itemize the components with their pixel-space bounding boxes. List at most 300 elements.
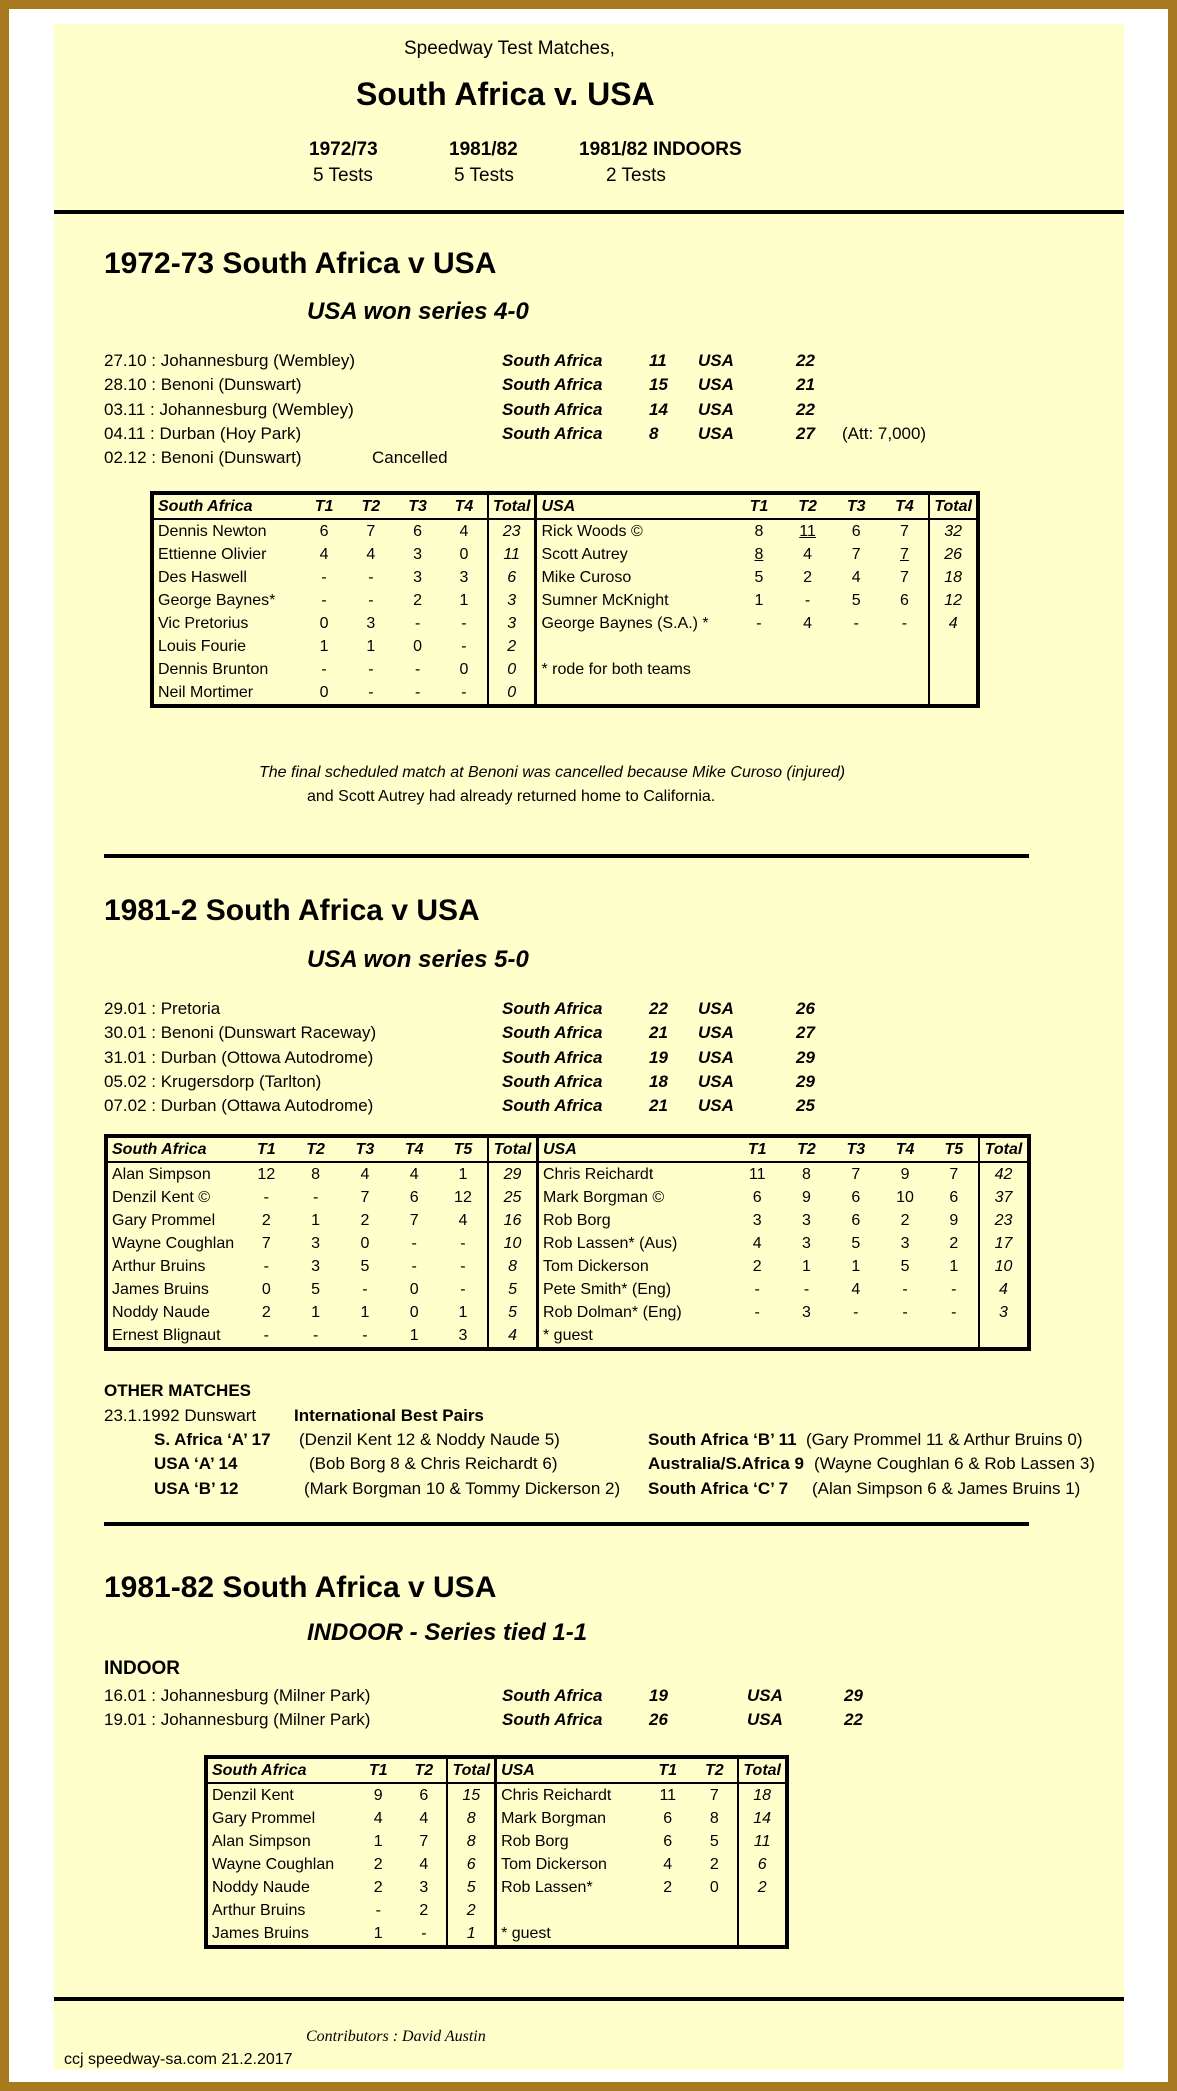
usa-test-points: 3 [802,1234,811,1252]
sa-test-points: 3 [458,1326,468,1344]
table-row [152,658,978,681]
fixture-home-team: South Africa [502,1071,603,1091]
usa-test-points: 3 [752,1211,762,1229]
sa-test-points: 3 [366,614,376,632]
sa-test-points: 0 [409,1303,419,1321]
fixture-date-venue: 04.11 : Durban (Hoy Park) [104,423,302,443]
sa-test-points: - [368,683,374,701]
sa-test-points: 5 [360,1257,370,1275]
fixture-home-score: 18 [649,1071,668,1091]
sa-test-points: - [312,1326,319,1344]
underlined-points: 7 [899,545,909,563]
sa-test-points: - [368,591,374,609]
usa-test-points: 7 [709,1786,719,1804]
usa-test-points [644,1899,691,1922]
sa-rider-total: 4 [488,1324,537,1349]
season-2-tests: 5 Tests [454,165,514,186]
sa-rider-name: Ernest Blignaut [112,1326,221,1344]
sa-test-points: 1 [409,1326,419,1344]
sa-rider-total: 3 [488,589,536,612]
sa-test-points: - [312,1188,319,1206]
sa-test-points: 2 [261,1211,271,1229]
usa-test-points: 9 [900,1165,910,1183]
sa-rider-name: Wayne Coughlan [112,1234,235,1252]
usa-test-points: 3 [900,1234,910,1252]
sa-test-points: 0 [413,637,423,655]
sa-rider-name: Louis Fourie [158,637,247,655]
fixture-away-team: USA [698,423,734,443]
usa-rider-name: * guest [543,1326,593,1344]
fixture-home-score: 14 [649,399,668,419]
usa-rider-name: Rob Lassen* (Aus) [543,1234,678,1252]
section-indoor-title: 1981-82 South Africa v USA [104,1571,497,1604]
usa-rider-name: Rob Lassen* [501,1878,593,1896]
sa-test-points: - [362,1280,368,1298]
fixture-home-score: 22 [649,999,668,1018]
usa-test-points: - [901,614,908,632]
sa-test-points: 2 [413,591,423,609]
usa-rider-total: 32 [929,519,978,543]
fixture-home-team: South Africa [502,375,603,395]
pairs-team-left: USA ‘A’ 14 [154,1454,238,1474]
usa-rider-name [536,681,735,706]
test-header: T4 [390,1136,439,1162]
sa-rider-name: George Baynes* [158,591,276,609]
fixture-away-team: USA [747,1710,783,1730]
fixture-away-score: 26 [796,999,815,1018]
fixture-home-team: South Africa [502,1710,603,1730]
test-header: T5 [439,1136,488,1162]
usa-rider-name: * guest [501,1924,551,1942]
sa-test-points: 0 [360,1234,370,1252]
test-header: T4 [441,493,488,519]
usa-test-points: 4 [803,614,813,632]
usa-rider-name: Rob Borg [543,1211,611,1229]
fixture-home-score: 15 [649,375,668,395]
sa-test-points: - [263,1326,269,1344]
table-row [152,566,978,589]
fixture-home-team: South Africa [502,1686,603,1705]
pairs-team-left: S. Africa ‘A’ 17 [154,1430,271,1449]
series-title: Speedway Test Matches, [404,38,615,59]
usa-test-points: 5 [900,1257,910,1275]
usa-test-points: - [803,1280,810,1298]
sa-test-points: - [414,614,421,632]
usa-rider-name: George Baynes (S.A.) * [541,614,709,632]
usa-test-points: 6 [851,522,861,540]
sa-rider-total: 6 [488,566,536,589]
fixture-date-venue: 29.01 : Pretoria [104,999,221,1018]
sa-test-points: 0 [459,660,469,678]
other-matches-heading: OTHER MATCHES [104,1381,252,1400]
test-header: T4 [881,493,930,519]
sa-test-points: 1 [459,591,469,609]
usa-test-points [881,543,930,566]
sa-test-points: 3 [459,568,469,586]
fixture-date-venue: 27.10 : Johannesburg (Wembley) [104,351,356,370]
usa-rider-total: 14 [738,1807,787,1830]
sa-rider-total: 15 [447,1783,495,1807]
fixture-date-venue: 05.02 : Krugersdorp (Tarlton) [104,1071,322,1091]
sa-test-points: 4 [419,1809,429,1827]
usa-rider-total: 12 [929,589,978,612]
table-row [106,1278,1029,1301]
fixture-home-team: South Africa [502,351,603,370]
sa-test-points: 2 [261,1303,271,1321]
usa-rider-name: Sumner McKnight [541,591,669,609]
table-row [106,1186,1029,1209]
sa-rider-total: 16 [488,1209,537,1232]
sa-rider-name: Ettienne Olivier [158,545,267,563]
sa-test-points: 7 [409,1211,419,1229]
usa-test-points: - [951,1303,957,1321]
sa-test-points: 4 [459,522,469,540]
usa-test-points [783,681,832,706]
pairs-detail-left: (Denzil Kent 12 & Noddy Naude 5) [299,1430,560,1449]
sa-test-points: 3 [413,568,423,586]
usa-test-points: 6 [752,1188,762,1206]
usa-rider-total: 17 [979,1232,1029,1255]
sa-rider-name: Noddy Naude [112,1303,210,1321]
usa-rider-total: 42 [979,1162,1029,1186]
usa-test-points: 11 [659,1786,677,1804]
sa-test-points: 3 [311,1234,321,1252]
usa-rider-name: Chris Reichardt [501,1786,612,1804]
usa-test-points: 2 [900,1211,910,1229]
sa-test-points: 1 [360,1303,370,1321]
sa-test-points: 1 [319,637,329,655]
fixture-home-team: South Africa [502,999,603,1018]
usa-test-points: 6 [899,591,909,609]
sa-rider-total: 6 [447,1853,495,1876]
sa-test-points: 0 [319,614,329,632]
usa-rider-total: 18 [738,1783,787,1807]
usa-test-points: 7 [949,1165,959,1183]
table-row [106,1301,1029,1324]
fixture-away-team: USA [698,375,734,395]
sa-rider-total: 1 [447,1922,495,1947]
section-1972-score-table [150,491,980,708]
sa-rider-total: 5 [447,1876,495,1899]
usa-test-points: - [853,1303,859,1321]
sa-test-points: - [414,683,421,701]
site-credit: ccj speedway-sa.com 21.2.2017 [64,2051,293,2068]
usa-rider-name [496,1899,645,1922]
usa-test-points: 5 [709,1832,719,1850]
sa-test-points: 4 [366,545,376,563]
usa-test-points: 4 [803,545,813,563]
fixture-home-team: South Africa [502,399,603,419]
usa-rider-total [979,1324,1029,1349]
usa-rider-total [929,681,978,706]
usa-test-points: 7 [851,545,861,563]
usa-rider-name: * rode for both teams [541,660,691,678]
table-row [106,1209,1029,1232]
sa-test-points: - [375,1901,381,1919]
usa-test-points: 4 [663,1855,673,1873]
sa-test-points: 7 [360,1188,370,1206]
section-indoor-result: INDOOR - Series tied 1-1 [307,1619,588,1646]
pairs-team-right: South Africa ‘B’ 11 [648,1430,797,1449]
usa-test-points: - [804,591,811,609]
usa-test-points [691,1899,738,1922]
sa-test-points: 6 [319,522,329,540]
sa-test-points: 2 [373,1855,383,1873]
total-header: Total [738,1757,787,1783]
test-header: T4 [880,1136,929,1162]
sa-test-points: 0 [459,545,469,563]
table-row [152,519,978,543]
sa-rider-name: Neil Mortimer [158,683,254,701]
sa-test-points: 9 [373,1786,383,1804]
sa-rider-name: Dennis Newton [158,522,267,540]
test-header: T1 [644,1757,691,1783]
fixture-home-score: 26 [649,1710,668,1730]
table-header-row [206,1757,787,1783]
fixture-date-venue: 28.10 : Benoni (Dunswart) [104,375,302,395]
usa-test-points [735,543,784,566]
total-header: Total [447,1757,495,1783]
section-1972-note-line-1: The final scheduled match at Benoni was cancelled because Mike Curoso (injured) [259,764,846,781]
sa-rider-total: 3 [488,612,536,635]
section-1981-score-table [104,1134,1031,1351]
sa-test-points: - [321,568,327,586]
fixture-date-venue: 03.11 : Johannesburg (Wembley) [104,399,354,419]
usa-rider-total: 23 [979,1209,1029,1232]
usa-test-points: 1 [754,591,764,609]
pairs-detail-right: (Alan Simpson 6 & James Bruins 1) [812,1478,1081,1498]
usa-test-points: 3 [802,1303,811,1321]
usa-test-points: 2 [752,1257,762,1275]
usa-test-points: - [902,1280,908,1298]
usa-test-points: 7 [899,522,909,540]
sa-rider-name: Denzil Kent [212,1786,294,1804]
usa-test-points [783,519,832,543]
table-row [206,1830,787,1853]
sa-team-header: South Africa [152,493,301,519]
other-matches-date-venue: 23.1.1992 Dunswart [104,1406,257,1425]
sa-test-points: - [460,1257,466,1275]
sa-rider-name: Dennis Brunton [158,660,269,678]
usa-rider-total: 3 [979,1301,1029,1324]
sa-test-points: 1 [458,1303,468,1321]
usa-rider-total: 11 [738,1830,787,1853]
sa-team-header: South Africa [206,1757,355,1783]
sa-test-points: - [263,1188,269,1206]
usa-test-points: 6 [851,1211,861,1229]
sa-test-points: 3 [413,545,423,563]
fixture-away-team: USA [698,351,734,370]
sa-test-points: 3 [311,1257,321,1275]
sa-test-points: 6 [409,1188,419,1206]
sa-rider-total: 2 [447,1899,495,1922]
sa-test-points: 4 [360,1165,370,1183]
pairs-detail-right: (Gary Prommel 11 & Arthur Bruins 0) [806,1430,1083,1449]
footer-divider [54,1997,1124,2001]
fixture-away-team: USA [698,1096,734,1116]
sa-rider-name: James Bruins [112,1280,209,1298]
fixture-home-score: 8 [649,423,659,443]
sa-rider-name: Wayne Coughlan [212,1855,335,1873]
usa-test-points: 3 [802,1211,811,1229]
pairs-detail-left: (Bob Borg 8 & Chris Reichardt 6) [309,1454,558,1474]
usa-test-points: 4 [752,1234,762,1252]
table-row [206,1807,787,1830]
test-header: T1 [733,1136,782,1162]
usa-test-points: 7 [899,568,909,586]
usa-test-points: 2 [663,1878,673,1896]
fixture-away-score: 22 [844,1710,863,1730]
sa-test-points: - [460,1280,466,1298]
sa-test-points: 1 [458,1165,468,1183]
section-indoor-score-table [204,1755,789,1949]
table-row [106,1232,1029,1255]
sa-test-points: 7 [366,522,376,540]
sa-rider-name: Des Haswell [158,568,247,586]
sa-test-points: - [421,1924,427,1942]
fixture-note: (Att: 7,000) [842,423,927,443]
underlined-points: 11 [799,522,816,540]
sa-rider-name: James Bruins [212,1924,309,1942]
usa-test-points: - [902,1303,908,1321]
sa-test-points: 4 [409,1165,419,1183]
usa-test-points [832,681,881,706]
total-header: Total [979,1136,1029,1162]
sa-test-points: - [411,1257,417,1275]
sa-test-points: 1 [311,1211,321,1229]
sa-test-points: - [368,568,374,586]
test-header: T1 [242,1136,291,1162]
fixture-home-score: 11 [649,351,667,370]
fixture-home-score: 21 [649,1096,668,1116]
sa-rider-total: 2 [488,635,536,658]
table-row [106,1324,1029,1349]
sa-rider-total: 10 [488,1232,537,1255]
fixture-home-team: South Africa [502,423,603,443]
sa-rider-total: 8 [447,1830,495,1853]
usa-rider-name: Tom Dickerson [543,1257,649,1275]
test-header: T3 [831,1136,880,1162]
cancelled-match-venue: 02.12 : Benoni (Dunswart) [104,448,302,467]
usa-test-points: - [754,1303,760,1321]
sa-rider-total: 0 [488,681,536,706]
fixture-away-score: 29 [844,1686,863,1705]
usa-test-points: 2 [709,1855,719,1873]
table-row [106,1255,1029,1278]
usa-rider-total: 26 [929,543,978,566]
sa-test-points: 3 [419,1878,429,1896]
usa-test-points: 8 [709,1809,719,1827]
usa-rider-name: Pete Smith* (Eng) [543,1280,672,1298]
usa-test-points: 6 [663,1832,673,1850]
sa-test-points: - [411,1234,417,1252]
table-row [206,1899,787,1922]
usa-rider-total: 10 [979,1255,1029,1278]
section-1981-divider [104,1522,1029,1526]
pairs-detail-left: (Mark Borgman 10 & Tommy Dickerson 2) [304,1478,621,1498]
usa-test-points: 11 [748,1165,766,1183]
season-1-tests: 5 Tests [313,165,373,186]
sa-rider-total: 8 [447,1807,495,1830]
sa-test-points: 1 [373,1924,383,1942]
usa-test-points: - [853,614,859,632]
test-header: T1 [735,493,784,519]
table-row [206,1853,787,1876]
sa-test-points: 4 [373,1809,383,1827]
usa-rider-total [929,635,978,658]
fixture-away-score: 25 [796,1096,815,1116]
usa-rider-name: Mark Borgman [501,1809,606,1827]
sa-test-points: - [414,660,421,678]
fixture-date-venue: 31.01 : Durban (Ottowa Autodrome) [104,1047,374,1067]
sa-test-points: - [460,1234,466,1252]
usa-test-points: - [754,1280,760,1298]
table-row [152,612,978,635]
fixture-home-score: 19 [649,1047,668,1067]
sa-test-points: 7 [419,1832,429,1850]
usa-test-points: 2 [949,1234,959,1252]
usa-rider-name: Rob Dolman* (Eng) [543,1303,682,1321]
section-1981-title: 1981-2 South Africa v USA [104,894,480,927]
sa-test-points: 12 [454,1188,472,1206]
section-1972-note-line-2: and Scott Autrey had already returned home to California. [307,788,716,805]
usa-test-points: 9 [949,1211,959,1229]
pairs-team-left: USA ‘B’ 12 [154,1478,239,1498]
usa-test-points: 7 [851,1165,861,1183]
test-header: T1 [355,1757,401,1783]
sa-rider-total: 5 [488,1278,537,1301]
usa-rider-name: Scott Autrey [541,545,628,563]
sa-test-points: 1 [373,1832,383,1850]
fixture-away-team: USA [698,1047,734,1067]
usa-rider-total: 4 [929,612,978,635]
fixture-home-team: South Africa [502,1047,603,1067]
usa-test-points [832,635,881,658]
fixture-away-team: USA [698,1023,734,1043]
usa-test-points: 1 [851,1257,861,1275]
sa-test-points: 1 [366,637,376,655]
test-header: T3 [340,1136,389,1162]
usa-test-points [783,635,832,658]
usa-team-header: USA [536,493,735,519]
test-header: T2 [347,493,394,519]
sa-rider-name: Alan Simpson [112,1165,211,1183]
fixture-away-score: 27 [796,1023,815,1043]
sa-rider-name: Noddy Naude [212,1878,310,1896]
usa-test-points [735,681,784,706]
usa-test-points: 6 [949,1188,959,1206]
fixture-home-score: 19 [649,1686,668,1705]
pairs-detail-right: (Wayne Coughlan 6 & Rob Lassen 3) [814,1454,1095,1474]
sa-rider-total: 25 [488,1186,537,1209]
underlined-points: 8 [754,545,764,563]
usa-test-points: 8 [754,522,764,540]
sa-team-header: South Africa [106,1136,242,1162]
test-header: T2 [782,1136,831,1162]
sa-test-points: 4 [319,545,329,563]
total-header: Total [929,493,978,519]
usa-rider-name: Rob Borg [501,1832,569,1850]
total-header: Total [488,493,536,519]
usa-test-points: 0 [709,1878,719,1896]
sa-test-points: - [461,683,467,701]
usa-rider-total [738,1899,787,1922]
sa-test-points: 1 [311,1303,321,1321]
fixture-away-team: USA [698,1071,734,1091]
fixture-home-team: South Africa [502,1023,603,1043]
sa-test-points: 0 [319,683,329,701]
sa-test-points: 12 [257,1165,276,1183]
